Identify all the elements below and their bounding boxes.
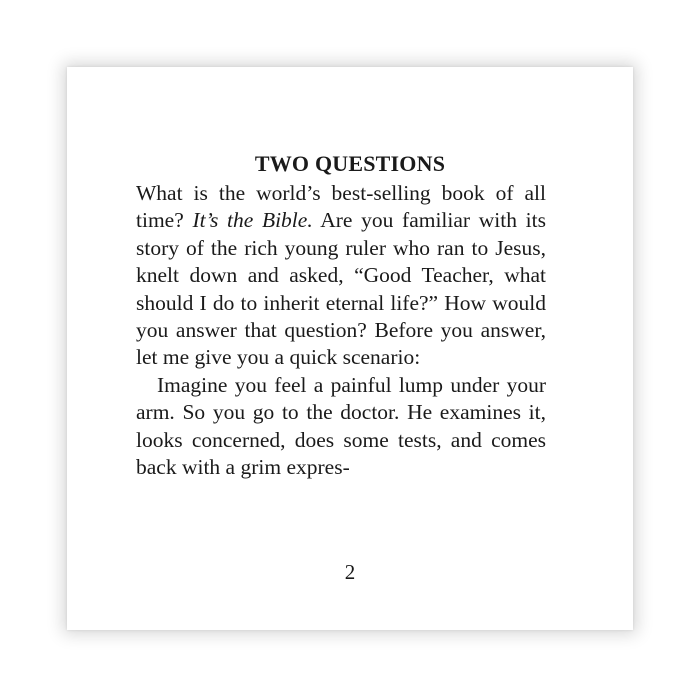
- paragraph-1-italic: It’s the Bible.: [192, 208, 313, 233]
- paragraph-1-start: What is the world’s best-selling book of all time?: [136, 181, 546, 233]
- paragraph-1-end: Are you familiar with its story of the rich young ruler who ran to Jesus, knelt down and asked, “Good Teacher, what should I do to inherit eternal life?” How would you answer that question? Before you answer, let me give you a quick scenario:: [136, 208, 546, 370]
- body-text: [136, 180, 546, 481]
- paragraph-1: [136, 180, 546, 372]
- book-page: [67, 67, 633, 630]
- paragraph-2: Imagine you feel a painful lump under your arm. So you go to the doctor. He examines it, looks concerned, does some tests, and comes back with a grim expres-: [136, 372, 546, 480]
- page-number: 2: [344, 560, 356, 584]
- chapter-title: TWO QUESTIONS: [254, 151, 446, 176]
